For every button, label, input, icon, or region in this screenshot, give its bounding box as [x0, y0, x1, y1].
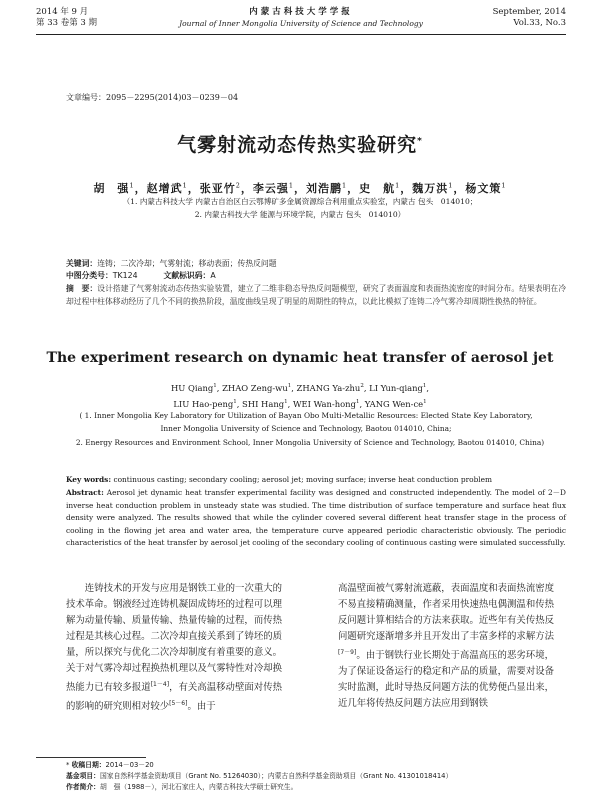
- abstract-label-en: Abstract:: [66, 488, 104, 497]
- abstract-cn: [66, 282, 566, 308]
- author-affil-mark: 1: [448, 181, 454, 190]
- author-affil-mark: 1: [395, 181, 401, 190]
- title-footnote-mark: *: [417, 136, 423, 147]
- running-header: [36, 4, 566, 36]
- author-name-en: LI Yun-qiang: [369, 382, 423, 393]
- author-affil-mark: 1: [288, 181, 294, 190]
- author-list-en-row-2: LIU Hao-peng$^1$, SHI Hang$^1$, WEI Wan-hong$^1$, YANG Wen-$ce^1$: [173, 398, 427, 409]
- class-label: 中图分类号：: [66, 271, 113, 280]
- author-affil-mark: 1: [129, 181, 135, 190]
- author-name: 史 航: [359, 182, 396, 195]
- body-column-right: [338, 581, 554, 712]
- author-affil-mark: 1: [423, 399, 427, 405]
- author-name-en: LIU Hao-peng: [173, 398, 234, 409]
- author-name-en: ZHAO Zeng-wu: [222, 382, 288, 393]
- author-name: 张亚竹: [199, 182, 236, 195]
- received-date: 2014－03－20: [105, 761, 154, 769]
- author-list-cn: 胡 强$^1$，赵增武$^1$，张亚竹$^2$，李云强$^1$，刘浩鹏$^1$，史 航$^1$，魏万洪$^1$，杨文策$^1$: [93, 181, 507, 195]
- fund-label: 基金项目：: [66, 772, 100, 780]
- header-volume-en: Vol.33, No.3: [513, 18, 566, 28]
- doc-code-label: 文献标识码：: [163, 271, 211, 280]
- keywords-label-cn: 关键词：: [66, 259, 98, 268]
- footnote-fund: [66, 771, 566, 782]
- author-name-en: HU Qiang: [170, 382, 214, 393]
- header-volume-cn: 第 33 卷第 3 期: [36, 18, 98, 28]
- author-affil-mark: 1: [182, 181, 188, 190]
- author-bio-label: 作者简介：: [66, 783, 100, 791]
- author-affil-mark: 1: [422, 383, 427, 389]
- abstract-en: [66, 487, 566, 550]
- footnotes: [66, 760, 566, 793]
- author-affil-mark: 1: [355, 399, 360, 405]
- author-affil-mark: 1: [213, 383, 217, 389]
- author-name: 杨文策: [465, 182, 502, 195]
- header-date-cn: 2014 年 9 月: [36, 7, 89, 17]
- abstract-label-cn: 摘 要：: [66, 284, 98, 293]
- citation: [7－9]: [338, 649, 357, 656]
- author-affil-mark: 1: [342, 181, 348, 190]
- author-bio-text: 胡 强（1988－），河北石家庄人，内蒙古科技大学硕士研究生。: [99, 783, 298, 791]
- author-affil-mark: 1: [284, 399, 288, 405]
- footnote-received: * 收稿日期：2014－03－20: [66, 761, 154, 769]
- abstract-text-en: Aerosol jet dynamic heat transfer experimental facility was designed and constructed independently. The model of 2－D inverse heat conduction problem in unsteady state was studied. The time distribution of surface temperature and surface heat flux density were analyzed. The results showed that while the cylinder covered several different heat transfer stage in the process of cooling in the flowing jet area and water area, the temperature curve appeared periodic characteristic obviously. The periodic characteristics of the heat transfer by aerosol jet cooling of the secondary cooling of continuous casting were simulated successfully.: [66, 488, 566, 547]
- author-name: 李云强: [252, 182, 289, 195]
- citation: [5－6]: [169, 700, 188, 708]
- footnote-divider: [36, 757, 146, 758]
- body-text-left-3: 。由于: [187, 701, 216, 713]
- body-text-left: 连铸技术的开发与应用是钢铁工业的一次重大的技术革命。钢液经过连铸机凝固成铸坯的过程可以理解为动量传输、质量传输、热量传输的过程，而传热过程是其核心过程。二次冷却直接关系到了铸坯的质量，所以探究与优化二次冷却制度有着重要的意义。关于对气雾冷却过程换热机理以及气雾特性对冷却换热能力已有较多报道: [66, 583, 282, 694]
- journal-name-en: Journal of Inner Mongolia University of Science and Technology: [179, 19, 423, 28]
- author-name-en: YANG Wen-ce: [364, 398, 424, 409]
- author-name: 胡 强: [93, 182, 130, 195]
- abstract-text-cn: 设计搭建了气雾射流动态传热实验装置，建立了二维非稳态导热反问题模型，研究了表面温度和表面热流密度的时间分布。结果表明在冷却过程中柱体移动经历了几个不同的换热阶段，温度曲线呈现了明显的周期性的特点，以此比模拟了连铸二冷气雾冷却周期性换热的特征。: [66, 284, 567, 306]
- author-affil-mark: 2: [360, 383, 364, 389]
- received-label: 收稿日期：: [71, 761, 106, 769]
- author-name: 赵增武: [146, 182, 183, 195]
- keywords-label-en: Key words:: [66, 475, 112, 484]
- header-date-en: September, 2014: [492, 7, 566, 17]
- affiliation-en-2: Inner Mongolia University of Science and Technology, Baotou 014010, China;: [160, 424, 452, 433]
- keywords-text-en: continuous casting; secondary cooling; aerosol jet; moving surface; inverse heat conduction problem: [113, 475, 493, 484]
- keywords-cn: [66, 258, 566, 269]
- header-journal-name: [36, 7, 566, 29]
- body-text-right: 高温壁面被气雾射流遮蔽，表面温度和表面热流密度不易直接精确测量，作者采用快速热电偶测温和传热反问题计算相结合的方法来获取。近些年有关传热反问题研究逐渐增多并且开发出了丰富多样的求解方法: [338, 583, 554, 642]
- doc-code-value: A: [210, 271, 216, 280]
- affiliation-cn-1: （1. 内蒙古科技大学 内蒙古自治区白云鄂博矿多金属资源综合利用重点实验室，内蒙古 包头 014010；: [122, 197, 478, 206]
- title-text-cn: 气雾射流动态传热实验研究: [177, 134, 418, 156]
- body-text-right-2: 。由于钢铁行业长期处于高温高压的恶劣环境，为了保证设备运行的稳定和产品的质量，需要对设备实时监测，此时导热反问题方法的优势便凸显出来，近几年将传热反问题方法应用到钢铁: [338, 650, 554, 710]
- article-number: 文章编号：2095－2295(2014)03－0239－04: [66, 93, 239, 102]
- author-list-en-row-1: HU Qiang$^1$, ZHAO Zeng-$wu^1$, ZHANG Ya-zhu$^2$, LI Yun-qiang$^1$,: [170, 382, 430, 393]
- author-name-en: SHI Hang: [242, 398, 285, 409]
- header-issue-info-en: [493, 7, 566, 29]
- class-value: TK124: [112, 271, 138, 280]
- author-name: 刘浩鹏: [306, 182, 342, 195]
- author-affil-mark: 1: [501, 181, 507, 190]
- affiliation-cn-2: 2. 内蒙古科技大学 能源与环境学院，内蒙古 包头 014010）: [194, 210, 406, 219]
- citation: [1－4]: [150, 681, 170, 688]
- classification-cn: [66, 270, 566, 281]
- footnote-author: [66, 782, 566, 793]
- article-title-cn: [0, 130, 600, 157]
- author-affil-mark: 2: [235, 181, 241, 190]
- affiliation-en-3: 2. Energy Resources and Environment School, Inner Mongolia University of Science and Technology, Baotou 014010, China): [75, 438, 545, 447]
- body-column-left: [66, 581, 282, 715]
- author-name: 魏万洪: [412, 182, 449, 195]
- article-title-en: The experiment research on dynamic heat transfer of aerosol jet: [46, 350, 554, 366]
- author-affil-mark: 1: [287, 383, 292, 389]
- author-name-en: WEI Wan-hong: [292, 398, 356, 409]
- header-divider: [36, 34, 566, 35]
- keywords-text-cn: 连铸；二次冷却；气雾射流；移动表面；传热反问题: [97, 259, 277, 268]
- journal-name-cn: 内蒙古科技大学学报: [249, 7, 353, 17]
- fund-text: 国家自然科学基金资助项目（Grant No. 51264030）；内蒙古自然科学基金资助项目（Grant No. 41301018414）: [99, 772, 453, 780]
- author-affil-mark: 1: [233, 399, 237, 405]
- affiliation-en-1: ( 1. Inner Mongolia Key Laboratory for Utilization of Bayan Obo Multi-Metallic Resources: Elected State Key Laboratory,: [79, 411, 533, 420]
- keywords-en: [66, 474, 566, 487]
- author-name-en: ZHANG Ya-zhu: [296, 382, 361, 393]
- body-text-left-2: ，有关高温移动壁面对传热的影响的研究则相对较少: [66, 682, 282, 713]
